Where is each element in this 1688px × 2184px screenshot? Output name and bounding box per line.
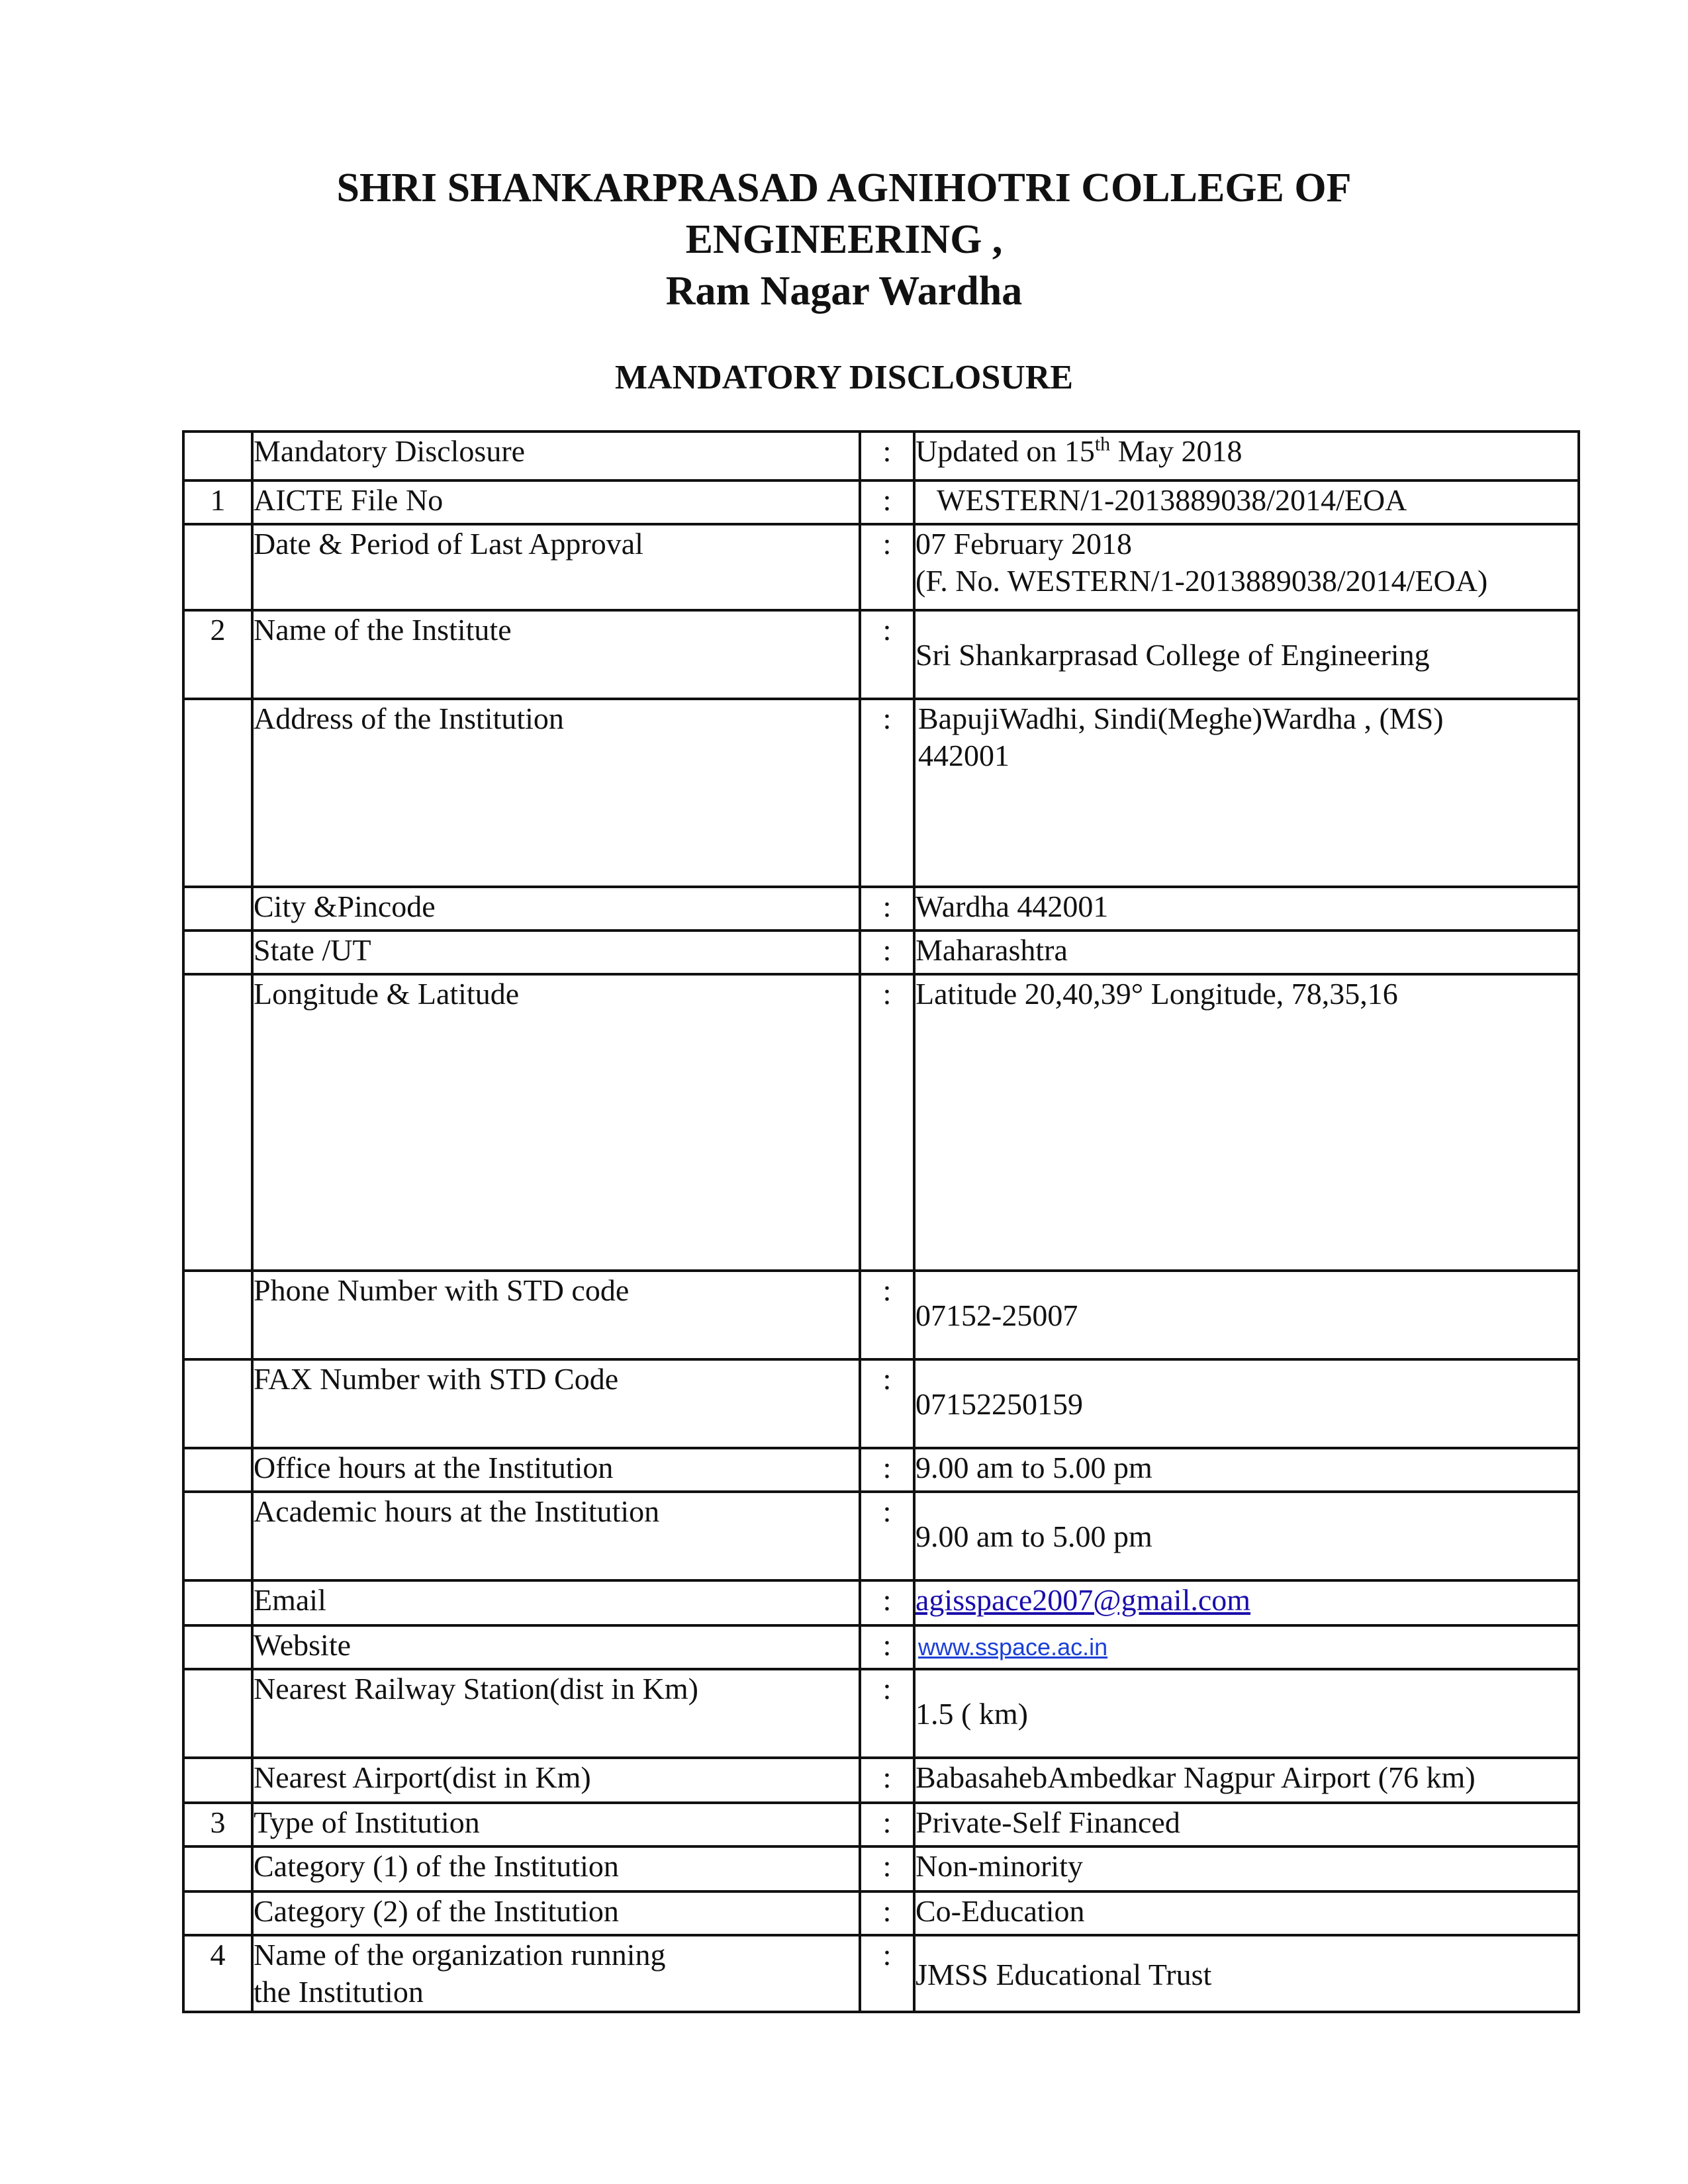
row-value: Sri Shankarprasad College of Engineering [914,610,1579,699]
approval-date: 07 February 2018 [915,527,1133,561]
address-line1: BapujiWadhi, Sindi(Meghe)Wardha , (MS) [918,702,1444,735]
row-separator: : [860,1492,914,1580]
row-separator: : [860,1891,914,1935]
row-label: Phone Number with STD code [252,1271,860,1359]
row-label: Academic hours at the Institution [252,1492,860,1580]
row-number [183,1758,252,1803]
row-value: 07152250159 [914,1359,1579,1448]
row-label: Name of the Institute [252,610,860,699]
row-separator: : [860,1846,914,1891]
row-value [914,1625,1579,1669]
update-month: May 2018 [1110,434,1243,468]
row-label: Category (1) of the Institution [252,1846,860,1891]
row-label: Category (2) of the Institution [252,1891,860,1935]
row-value [914,1580,1579,1625]
row-value: Private-Self Financed [914,1803,1579,1846]
org-label-line1: Name of the organization running [254,1938,666,1972]
row-number [183,1891,252,1935]
row-value: 9.00 am to 5.00 pm [914,1492,1579,1580]
row-label: Address of the Institution [252,699,860,887]
row-label: AICTE File No [252,480,860,524]
row-separator: : [860,1580,914,1625]
row-separator: : [860,974,914,1271]
row-value [914,524,1579,610]
row-separator: : [860,1935,914,2012]
row-number [183,524,252,610]
college-name-line1: SHRI SHANKARPRASAD AGNIHOTRI COLLEGE OF [336,165,1352,210]
email-link[interactable]: agisspace2007@gmail.com [915,1583,1251,1617]
row-value: Maharashtra [914,931,1579,974]
table-row [183,610,1579,699]
table-row [183,887,1579,931]
table-row [183,699,1579,887]
document-header [0,162,1688,397]
row-number [183,1580,252,1625]
table-row [183,1846,1579,1891]
row-number [183,1625,252,1669]
table-row [183,1359,1579,1448]
table-row [183,1803,1579,1846]
disclosure-table [182,430,1580,2013]
row-separator: : [860,1625,914,1669]
document-title: MANDATORY DISCLOSURE [614,359,1074,396]
row-label: FAX Number with STD Code [252,1359,860,1448]
row-value: 9.00 am to 5.00 pm [914,1448,1579,1492]
row-number [183,931,252,974]
row-number [183,1359,252,1448]
row-number: 1 [183,480,252,524]
row-separator: : [860,480,914,524]
row-separator: : [860,1803,914,1846]
row-label: State /UT [252,931,860,974]
row-label: Type of Institution [252,1803,860,1846]
college-name-line2: ENGINEERING , [685,217,1003,262]
table-row [183,1580,1579,1625]
row-number [183,1492,252,1580]
row-number [183,432,252,480]
row-number: 2 [183,610,252,699]
row-number [183,1846,252,1891]
row-value: Co-Education [914,1891,1579,1935]
row-separator: : [860,1359,914,1448]
row-label: Nearest Railway Station(dist in Km) [252,1669,860,1758]
row-number [183,1448,252,1492]
org-label-line2: the Institution [254,1975,424,2009]
row-separator: : [860,1448,914,1492]
row-value: 1.5 ( km) [914,1669,1579,1758]
table-row [183,1935,1579,2012]
update-text: Updated on 15 [915,434,1095,468]
table-row [183,1492,1579,1580]
row-value: JMSS Educational Trust [914,1935,1579,2012]
row-separator: : [860,699,914,887]
table-row [183,432,1579,480]
row-separator: : [860,931,914,974]
row-separator: : [860,1669,914,1758]
table-row [183,1758,1579,1803]
table-row [183,1625,1579,1669]
row-value: Non-minority [914,1846,1579,1891]
row-separator: : [860,432,914,480]
row-number [183,1271,252,1359]
row-number [183,699,252,887]
row-label: City &Pincode [252,887,860,931]
row-separator: : [860,610,914,699]
row-number [183,1669,252,1758]
row-label: Mandatory Disclosure [252,432,860,480]
college-location: Ram Nagar Wardha [665,269,1023,314]
row-number [183,974,252,1271]
row-label: Nearest Airport(dist in Km) [252,1758,860,1803]
row-value: 07152-25007 [914,1271,1579,1359]
row-label [252,1935,860,2012]
table-row [183,480,1579,524]
row-value: BabasahebAmbedkar Nagpur Airport (76 km) [914,1758,1579,1803]
website-link[interactable]: www.sspace.ac.in [918,1633,1108,1661]
table-row [183,1891,1579,1935]
row-label: Website [252,1625,860,1669]
row-number [183,887,252,931]
table-row [183,931,1579,974]
table-row [183,974,1579,1271]
row-number: 3 [183,1803,252,1846]
row-label: Office hours at the Institution [252,1448,860,1492]
approval-file-no: (F. No. WESTERN/1-2013889038/2014/EOA) [915,564,1488,598]
row-label: Longitude & Latitude [252,974,860,1271]
row-separator: : [860,1271,914,1359]
date-suffix: th [1094,433,1111,455]
row-value: Latitude 20,40,39° Longitude, 78,35,16 [914,974,1579,1271]
row-separator: : [860,887,914,931]
row-label: Date & Period of Last Approval [252,524,860,610]
row-label: Email [252,1580,860,1625]
row-separator: : [860,524,914,610]
table-row [183,524,1579,610]
row-value [914,699,1579,887]
row-number: 4 [183,1935,252,2012]
row-value: Wardha 442001 [914,887,1579,931]
address-line2: 442001 [918,739,1009,772]
row-value [914,432,1579,480]
row-separator: : [860,1758,914,1803]
table-row [183,1448,1579,1492]
table-row [183,1669,1579,1758]
table-row [183,1271,1579,1359]
row-value: WESTERN/1-2013889038/2014/EOA [914,480,1579,524]
